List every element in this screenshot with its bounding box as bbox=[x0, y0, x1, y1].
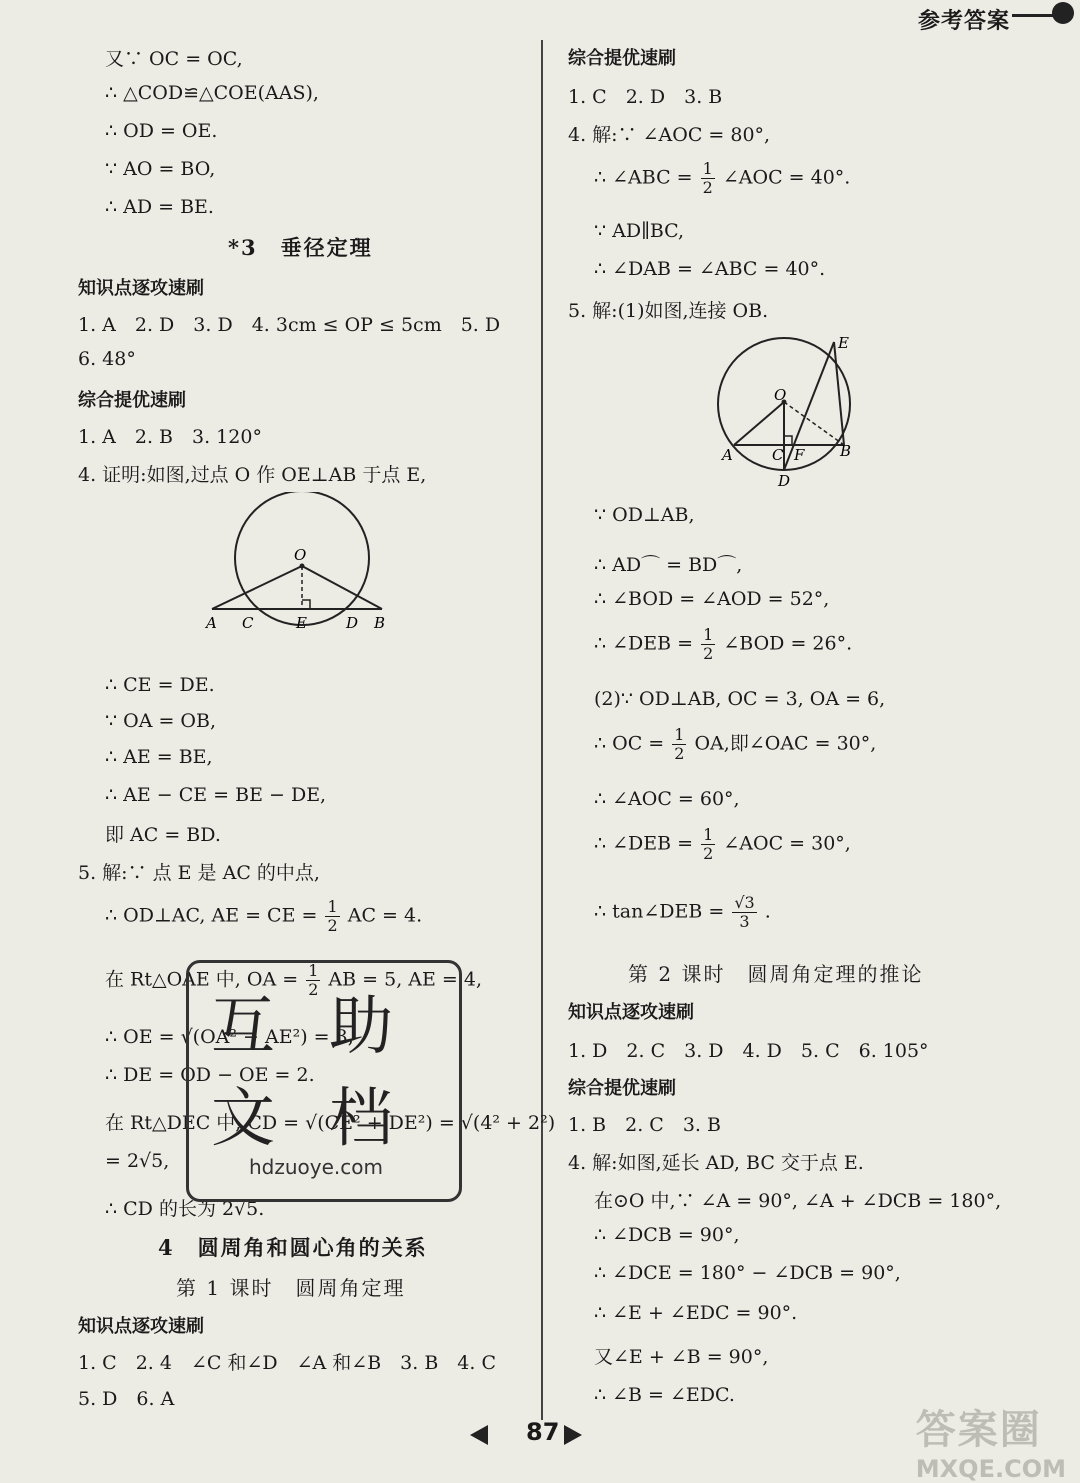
solution-line: 4. 解:如图,延长 AD, BC 交于点 E. bbox=[568, 1152, 864, 1174]
solution-line bbox=[594, 826, 851, 863]
solution-line: ∵ OD⊥AB, bbox=[594, 504, 695, 526]
answer-line: 1. A 2. B 3. 120° bbox=[78, 426, 262, 448]
text-segment: ∴ ∠DEB = bbox=[594, 832, 694, 855]
solution-line bbox=[594, 626, 852, 663]
watermark-char: 助 bbox=[329, 990, 393, 1064]
text-line: ∴ AD = BE. bbox=[105, 196, 214, 218]
subsection-heading: 综合提优速刷 bbox=[78, 390, 186, 411]
answer-line: 1. C 2. D 3. B bbox=[568, 86, 723, 108]
proof-line: 在 Rt△DEC 中, CD = √(CE² + DE²) = √(4² + 2²) bbox=[105, 1112, 556, 1134]
text-segment: ∴ ∠DEB = bbox=[594, 632, 694, 655]
text-segment: . bbox=[764, 900, 771, 923]
segment-eb bbox=[834, 342, 844, 445]
watermark-stamp bbox=[186, 960, 462, 1202]
circle-figure-1 bbox=[200, 492, 400, 634]
text-segment: ∴ OD⊥AC, AE = CE = bbox=[105, 904, 318, 927]
header-title: 参考答案 bbox=[917, 9, 1010, 34]
header-arrow-icon bbox=[1052, 2, 1074, 24]
watermark-char: 档 bbox=[329, 1082, 393, 1156]
text-line: ∴ OD = OE. bbox=[105, 120, 218, 142]
solution-line: ∴ ∠AOC = 60°, bbox=[594, 788, 740, 810]
right-angle-mark bbox=[784, 436, 792, 445]
fraction bbox=[325, 898, 339, 935]
denominator: 2 bbox=[703, 844, 714, 863]
label-d: D bbox=[778, 472, 791, 490]
circle-figure-2 bbox=[712, 330, 862, 490]
lesson-title: 第 2 课时 圆周角定理的推论 bbox=[628, 962, 924, 986]
label-e: E bbox=[838, 334, 849, 352]
answer-line: 4. 解:∵ ∠AOC = 80°, bbox=[568, 124, 771, 146]
label-e: E bbox=[296, 614, 307, 632]
watermark-url: hdzuoye.com bbox=[249, 1155, 383, 1179]
solution-line bbox=[594, 160, 850, 197]
denominator: 2 bbox=[702, 178, 713, 197]
label-o: O bbox=[294, 546, 307, 564]
fraction bbox=[701, 160, 715, 197]
center-point bbox=[300, 564, 305, 569]
label-b: B bbox=[840, 442, 852, 460]
corner-logo-text: 答案圈 bbox=[915, 1407, 1042, 1453]
label-a: A bbox=[722, 446, 733, 464]
denominator: 3 bbox=[739, 912, 750, 931]
label-c: C bbox=[772, 446, 784, 464]
solution-line: 5. 解:(1)如图,连接 OB. bbox=[568, 300, 769, 322]
answer-line: 6. 48° bbox=[78, 348, 136, 370]
text-segment: ∠AOC = 40°. bbox=[722, 166, 851, 189]
text-line: 又∵ OC = OC, bbox=[105, 48, 243, 70]
text-segment: 在 Rt△OAE 中, OA = bbox=[105, 968, 299, 991]
fraction bbox=[672, 726, 686, 763]
denominator: 2 bbox=[308, 980, 319, 999]
solution-line: ∴ ∠BOD = ∠AOD = 52°, bbox=[594, 588, 830, 610]
text-segment: ∴ ∠ABC = bbox=[594, 166, 693, 189]
solution-line: ∴ ∠DCB = 90°, bbox=[594, 1224, 740, 1246]
numerator: √3 bbox=[734, 893, 755, 912]
proof-line: = 2√5, bbox=[105, 1150, 170, 1172]
subsection-heading: 综合提优速刷 bbox=[568, 1078, 676, 1099]
text-line: ∵ AO = BO, bbox=[105, 158, 216, 180]
label-a: A bbox=[206, 614, 217, 632]
subsection-heading: 综合提优速刷 bbox=[568, 48, 676, 69]
proof-line: ∴ OE = √(OA² − AE²) = 3, bbox=[105, 1026, 354, 1048]
solution-line: ∴ ∠E + ∠EDC = 90°. bbox=[594, 1302, 798, 1324]
text-line: ∴ △COD≌△COE(AAS), bbox=[105, 82, 319, 104]
proof-line: 即 AC = BD. bbox=[105, 824, 221, 846]
right-angle-mark bbox=[302, 600, 310, 609]
solution-line: ∴ ∠DAB = ∠ABC = 40°. bbox=[594, 258, 826, 280]
page-number: 87 bbox=[526, 1418, 560, 1446]
subsection-heading: 知识点逐攻速刷 bbox=[78, 1316, 204, 1337]
prev-arrow-icon bbox=[470, 1425, 488, 1445]
solution-line: ∵ AD∥BC, bbox=[594, 220, 685, 242]
answer-line: 1. C 2. 4 ∠C 和∠D ∠A 和∠B 3. B 4. C bbox=[78, 1352, 497, 1374]
proof-line: ∴ CD 的长为 2√5. bbox=[105, 1198, 265, 1220]
text-segment: AC = 4. bbox=[347, 904, 423, 927]
text-segment: ∠AOC = 30°, bbox=[723, 832, 851, 855]
numerator: 1 bbox=[703, 825, 714, 844]
answer-line: 5. D 6. A bbox=[78, 1388, 175, 1410]
corner-watermark bbox=[916, 1398, 1066, 1483]
numerator: 1 bbox=[674, 725, 685, 744]
answer-line: 1. B 2. C 3. B bbox=[568, 1114, 721, 1136]
solution-line: 在⊙O 中,∵ ∠A = 90°, ∠A + ∠DCB = 180°, bbox=[594, 1190, 1002, 1212]
proof-line: ∵ OA = OB, bbox=[105, 710, 217, 732]
segment-oa bbox=[212, 566, 302, 609]
denominator: 2 bbox=[674, 744, 685, 763]
solution-line bbox=[594, 726, 876, 763]
lesson-title: 第 1 课时 圆周角定理 bbox=[176, 1276, 406, 1300]
segment-oa bbox=[734, 402, 784, 445]
fraction bbox=[732, 894, 756, 931]
numerator: 1 bbox=[702, 159, 713, 178]
corner-url: MXQE.COM bbox=[915, 1455, 1066, 1483]
segment-ob bbox=[784, 402, 844, 445]
answer-line: 1. D 2. C 3. D 4. D 5. C 6. 105° bbox=[568, 1040, 929, 1062]
proof-line: ∴ AE = BE, bbox=[105, 746, 213, 768]
denominator: 2 bbox=[327, 916, 338, 935]
solution-line: ∴ AD⌒ = BD⌒, bbox=[594, 554, 743, 576]
solution-line: ∴ ∠B = ∠EDC. bbox=[594, 1384, 735, 1406]
numerator: 1 bbox=[308, 961, 319, 980]
section-title: *3 垂径定理 bbox=[228, 235, 373, 260]
proof-line: ∴ CE = DE. bbox=[105, 674, 215, 696]
fraction bbox=[701, 826, 715, 863]
section-title: 4 圆周角和圆心角的关系 bbox=[158, 1235, 428, 1260]
watermark-char: 文 bbox=[211, 1082, 275, 1156]
numerator: 1 bbox=[327, 897, 338, 916]
text-segment: OA,即∠OAC = 30°, bbox=[694, 732, 877, 755]
label-d: D bbox=[346, 614, 359, 632]
segment-ob bbox=[302, 566, 382, 609]
label-c: C bbox=[242, 614, 254, 632]
text-segment: ∠BOD = 26°. bbox=[723, 632, 853, 655]
answer-line: 1. A 2. D 3. D 4. 3cm ≤ OP ≤ 5cm 5. D bbox=[78, 314, 501, 336]
answer-line: 4. 证明:如图,过点 O 作 OE⊥AB 于点 E, bbox=[78, 464, 427, 486]
segment-de bbox=[784, 342, 834, 470]
next-arrow-icon bbox=[564, 1425, 582, 1445]
watermark-char: 互 bbox=[211, 990, 275, 1064]
solution-line bbox=[594, 894, 771, 931]
proof-line bbox=[105, 898, 422, 935]
label-o: O bbox=[774, 386, 787, 404]
text-segment: ∴ tan∠DEB = bbox=[594, 900, 725, 923]
proof-line: ∴ DE = OD − OE = 2. bbox=[105, 1064, 315, 1086]
proof-line: ∴ AE − CE = BE − DE, bbox=[105, 784, 327, 806]
subsection-heading: 知识点逐攻速刷 bbox=[78, 278, 204, 299]
solution-line: 又∠E + ∠B = 90°, bbox=[594, 1346, 769, 1368]
text-segment: AB = 5, AE = 4, bbox=[328, 968, 482, 991]
subsection-heading: 知识点逐攻速刷 bbox=[568, 1002, 694, 1023]
column-divider bbox=[541, 40, 543, 1420]
text-segment: ∴ OC = bbox=[594, 732, 665, 755]
numerator: 1 bbox=[703, 625, 714, 644]
fraction bbox=[701, 626, 715, 663]
solution-line: ∴ ∠DCE = 180° − ∠DCB = 90°, bbox=[594, 1262, 901, 1284]
solution-line: (2)∵ OD⊥AB, OC = 3, OA = 6, bbox=[594, 688, 886, 710]
proof-line: 5. 解:∵ 点 E 是 AC 的中点, bbox=[78, 862, 320, 884]
label-f: F bbox=[794, 446, 805, 464]
denominator: 2 bbox=[703, 644, 714, 663]
label-b: B bbox=[374, 614, 386, 632]
